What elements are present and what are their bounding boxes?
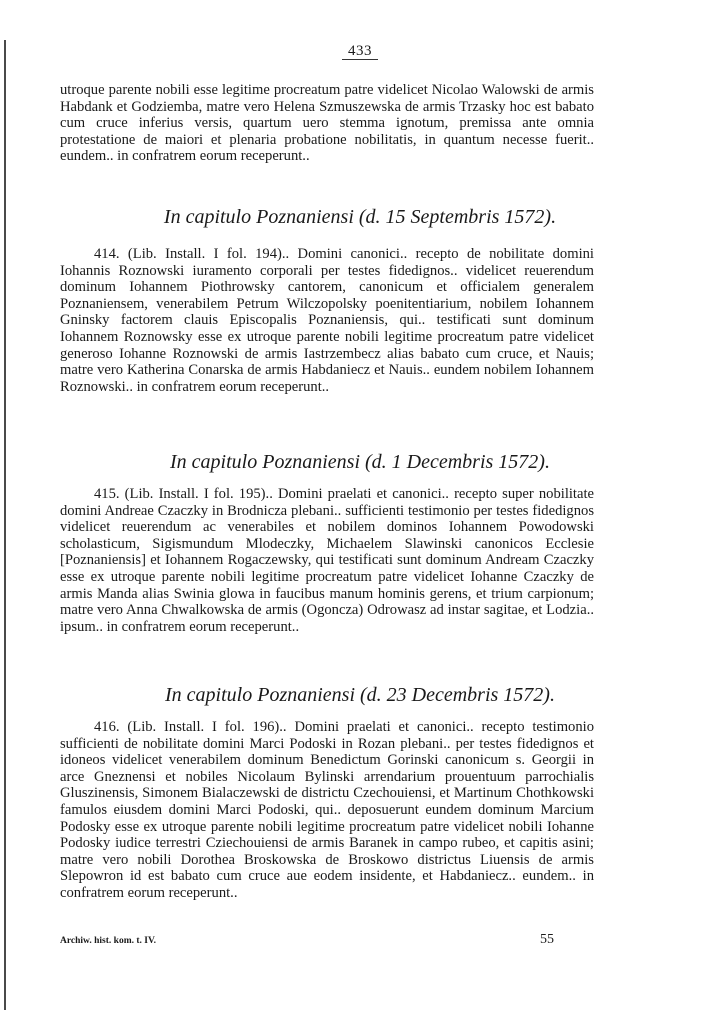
entry-416 [60,719,594,902]
section-heading-2: In capitulo Poznaniensi (d. 1 Decembris 1572). [170,451,550,473]
page-header [0,43,720,60]
entry-416-text: 416. (Lib. Install. I fol. 196).. Domini praelati et canonici.. recepto testimonio sufficienti de nobilitate domini Marci Podoski in Rozan plebani.. per testes fidedignos et idoneos videlicet venerabilem dominum Benedictum Gorinski canonicum s. Georgii in arce Gneznensi et nobiles Nicolaum Bylinski arrendarium prouentuum parrochialis Gluszinensis, Simonem Bialaczewski de districtu Czechouiensi, et Martinum Chothkowski famulos eiusdem domini Marci Podoski, qui.. deposuerunt eundem dominum Marcium Podosky esse ex utroque parente nobili legitime procreatum patre videlicet nobili Iohanne Podosky iudice terrestri Cziechouiensi de armis Baranek in campo rubeo, et capitis asini; matre vero nobili Dorothea Broskowska de Broskowo districtus Liuensis de armis Slepowron id est babato cum cruce aue eodem insidente, et Habdaniecz.. eundem.. in confratrem eorum receperunt.. [60,719,594,901]
footer-signature: 55 [540,932,554,947]
paragraph-continuation [60,82,594,165]
entry-414 [60,246,594,395]
section-heading-1: In capitulo Poznaniensi (d. 15 Septembris 1572). [163,206,557,228]
page-number: 433 [342,43,378,60]
continuation-text: utroque parente nobili esse legitime procreatum patre videlicet Nicolao Walowski de armis Habdank et Godziemba, matre vero Helena Szmuszewska de armis Trzasky hoc est babato cum cruce inferius versis, quartum uero stemma ignotum, premissa ante omnia protestatione de maiori et plenaria probatione nobilitatis, in quantum necesse fuerit.. eundem.. in confratrem eorum receperunt.. [60,82,594,165]
entry-415-text: 415. (Lib. Install. I fol. 195).. Domini praelati et canonici.. recepto super nobilitate domini Andreae Czaczky in Brodnicza plebani.. sufficienti testimonio per testes fidedignos videlicet reuerendum ac venerabiles et nobilem dominos Iohannem Powodowski scholasticum, Sigismundum Mlodeczky, Michaelem Slawinski canonicos Ecclesie [Poznaniensis] et Iohannem Rogaczewsky, qui testificati sunt dominum Andream Czaczky esse ex utroque parente nobili legitime procreatum patre videlicet Iohanne Czaczky de armis Manda alias Swinia glowa in faucibus manum hominis gerens, et trium carpionum; matre vero Anna Chwalkowska de armis (Ogoncza) Odrowasz ad instar sagitae, et Lodzia.. ipsum.. in confratrem eorum receperunt.. [60,486,594,635]
page-edge-rule [4,40,6,1010]
entry-415 [60,486,594,635]
footer-source: Archiw. hist. kom. t. IV. [60,936,156,946]
entry-414-text: 414. (Lib. Install. I fol. 194).. Domini canonici.. recepto de nobilitate domini Iohannis Roznowski iuramento corporali per testes fidedignos.. videlicet reuerendum dominum Iohannem Piothrowsky cantorem, canonicum et officialem generalem Poznaniensem, venerabilem Petrum Wilczopolsky poenitentiarium, nobilem Iohannem Gninsky factorem clauis Episcopalis Poznaniensis, qui.. testificati sunt dominum Iohannem Roznowsky esse ex utroque parente nobili legitime procreatum patre videlicet generoso Iohanne Roznowski de armis Iastrzembecz alias babato cum cruce, et Nauis; matre vero Katherina Conarska de armis Habdaniecz et Nauis.. eundem nobilem Iohannem Roznowski.. in confratrem eorum receperunt.. [60,246,594,395]
section-heading-3: In capitulo Poznaniensi (d. 23 Decembris 1572). [165,684,555,706]
